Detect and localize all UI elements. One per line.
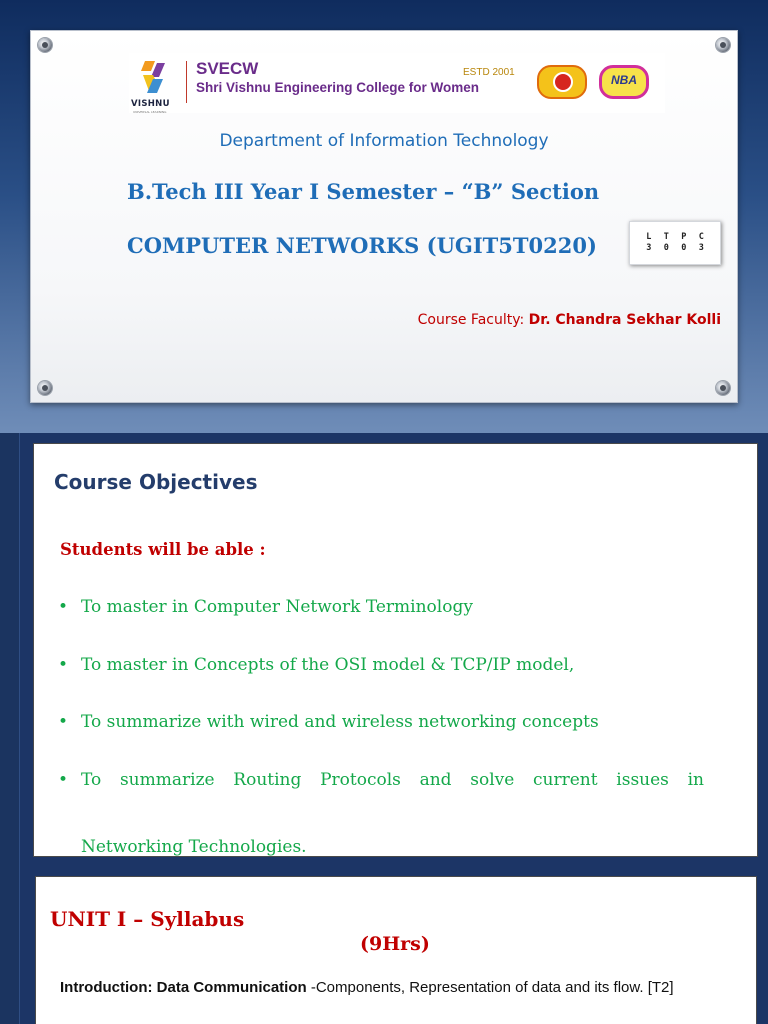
ltpc-header-l: L [646,232,652,242]
slide-edge [0,433,20,866]
course-semester-line: B.Tech III Year I Semester – “B” Section [127,179,600,204]
ltpc-box [629,221,721,265]
course-faculty [418,312,721,328]
banner-divider [186,61,187,103]
title-card [30,30,738,403]
vishnu-logo-text: VISHNU [131,99,170,109]
nba-badge-text: NBA [611,73,637,87]
objectives-panel [33,443,758,857]
objective-text: To summarize Routing Protocols and solve current issues in [81,770,704,790]
college-short-name: SVECW [196,59,259,78]
ltpc-header-c: C [698,232,704,242]
objectives-subtitle: Students will be able : [60,540,266,559]
vishnu-logo-icon [129,57,181,113]
rivet-bottom-left-icon [38,381,52,395]
faculty-name: Dr. Chandra Sekhar Kolli [528,312,721,328]
ltpc-value-c: 3 [698,243,704,253]
objective-text: To summarize with wired and wireless networking concepts [81,712,599,732]
unit-topic-text: -Components, Representation of data and its flow. [T2] [306,979,674,996]
nba-badge-icon [599,65,649,99]
slide-edge [0,866,20,1024]
unit-title: UNIT I – Syllabus [50,907,245,931]
objective-text: To master in Computer Network Terminology [81,597,473,617]
ltpc-values [630,243,720,253]
syllabus-panel [35,876,757,1024]
rivet-top-left-icon [38,38,52,52]
objectives-slide [0,433,768,866]
unit-content [60,977,732,999]
objective-text: To master in Concepts of the OSI model & TCP/IP model, [81,655,575,675]
department-name: Department of Information Technology [219,131,549,151]
vishnu-logo-subtext: UNIVERSAL LEARNING [133,110,167,114]
unit-topic-heading: Introduction: Data Communication [60,979,307,996]
faculty-label: Course Faculty: [417,312,529,328]
ltpc-header-t: T [663,232,669,242]
college-name: Shri Vishnu Engineering College for Women [196,80,480,95]
course-title: COMPUTER NETWORKS (UGIT5T0220) [127,233,597,258]
objective-text-continuation: Networking Technologies. [81,837,307,857]
rivet-bottom-right-icon [716,381,730,395]
college-banner [129,53,665,113]
bullet-icon: • [58,770,69,790]
ltpc-header-p: P [681,232,687,242]
bullet-icon: • [58,597,69,617]
objectives-title: Course Objectives [54,470,258,494]
ltpc-headers [630,232,720,242]
ltpc-value-l: 3 [646,243,652,253]
title-slide [0,0,768,433]
established-year: ESTD 2001 [463,67,515,78]
rivet-top-right-icon [716,38,730,52]
bullet-icon: • [58,712,69,732]
ltpc-value-t: 0 [663,243,669,253]
ltpc-value-p: 0 [681,243,687,253]
accreditation-seal-icon [537,65,587,99]
syllabus-slide [0,866,768,1024]
unit-hours: (9Hrs) [360,933,430,955]
bullet-icon: • [58,655,69,675]
